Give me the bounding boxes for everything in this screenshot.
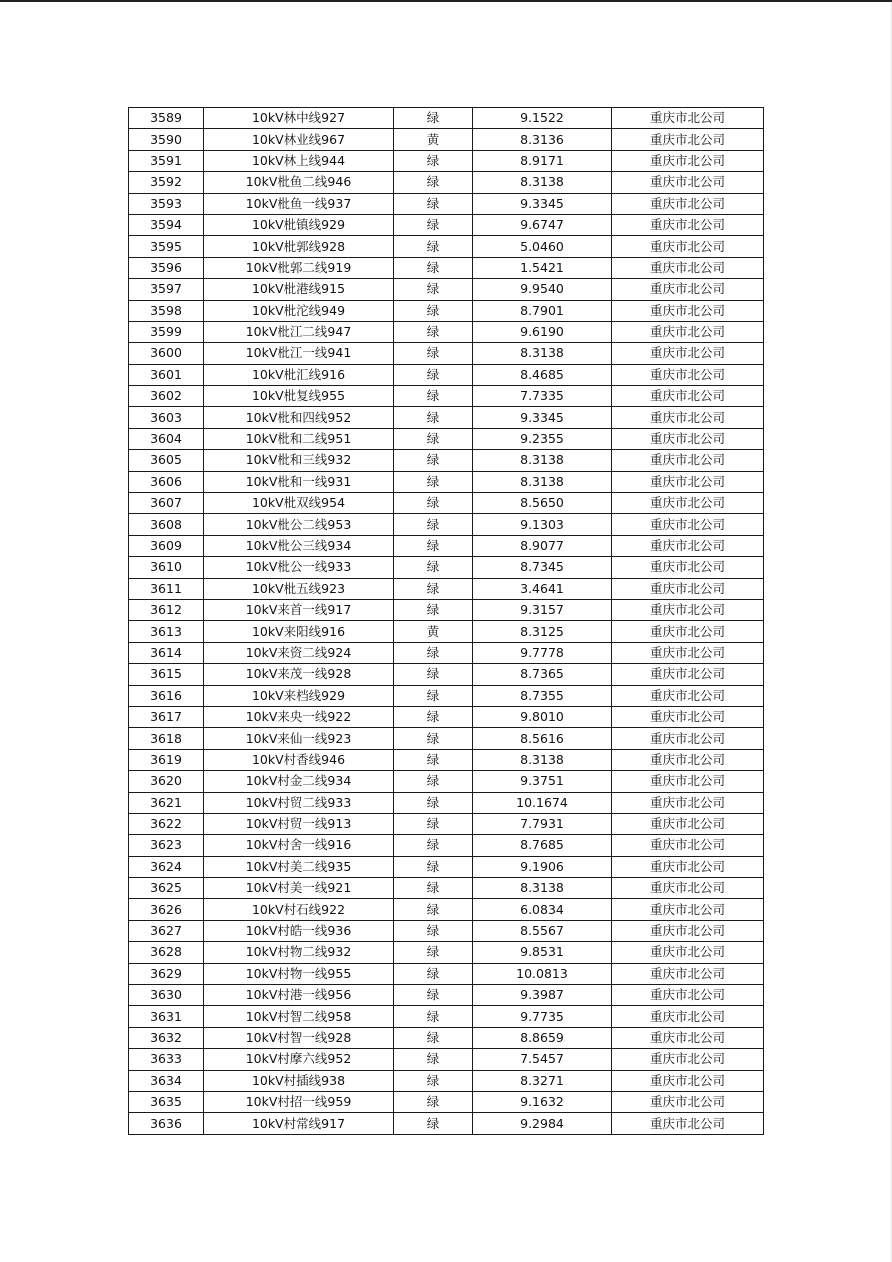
value-cell: 8.3138	[473, 878, 612, 899]
value-cell: 9.1522	[473, 108, 612, 129]
line-name-cell: 10kV村石线922	[204, 899, 394, 920]
line-name-cell: 10kV枇和一线931	[204, 471, 394, 492]
table-row	[129, 343, 764, 364]
line-name-cell: 10kV来仙一线923	[204, 728, 394, 749]
table-row	[129, 920, 764, 941]
company-cell: 重庆市北公司	[612, 535, 764, 556]
row-id-cell: 3627	[129, 920, 204, 941]
line-name-cell: 10kV来央一线922	[204, 706, 394, 727]
table-row	[129, 599, 764, 620]
row-id-cell: 3606	[129, 471, 204, 492]
row-id-cell: 3633	[129, 1049, 204, 1070]
status-cell: 绿	[394, 985, 473, 1006]
table-row	[129, 557, 764, 578]
line-name-cell: 10kV村摩六线952	[204, 1049, 394, 1070]
row-id-cell: 3603	[129, 407, 204, 428]
company-cell: 重庆市北公司	[612, 214, 764, 235]
row-id-cell: 3610	[129, 557, 204, 578]
company-cell: 重庆市北公司	[612, 236, 764, 257]
row-id-cell: 3619	[129, 749, 204, 770]
status-cell: 绿	[394, 386, 473, 407]
value-cell: 9.6747	[473, 214, 612, 235]
row-id-cell: 3629	[129, 963, 204, 984]
company-cell: 重庆市北公司	[612, 193, 764, 214]
row-id-cell: 3628	[129, 942, 204, 963]
value-cell: 8.3125	[473, 621, 612, 642]
table-row	[129, 535, 764, 556]
company-cell: 重庆市北公司	[612, 899, 764, 920]
company-cell: 重庆市北公司	[612, 749, 764, 770]
line-name-cell: 10kV枇江二线947	[204, 321, 394, 342]
table-row	[129, 257, 764, 278]
row-id-cell: 3590	[129, 129, 204, 150]
company-cell: 重庆市北公司	[612, 300, 764, 321]
row-id-cell: 3592	[129, 172, 204, 193]
row-id-cell: 3611	[129, 578, 204, 599]
company-cell: 重庆市北公司	[612, 920, 764, 941]
status-cell: 绿	[394, 471, 473, 492]
line-name-cell: 10kV村物一线955	[204, 963, 394, 984]
table-row	[129, 471, 764, 492]
line-name-cell: 10kV来茂一线928	[204, 664, 394, 685]
company-cell: 重庆市北公司	[612, 728, 764, 749]
value-cell: 8.7365	[473, 664, 612, 685]
value-cell: 9.2984	[473, 1113, 612, 1134]
line-name-cell: 10kV枇复线955	[204, 386, 394, 407]
line-name-cell: 10kV枇和四线952	[204, 407, 394, 428]
table-row	[129, 193, 764, 214]
status-cell: 绿	[394, 493, 473, 514]
row-id-cell: 3608	[129, 514, 204, 535]
table-row	[129, 749, 764, 770]
status-cell: 绿	[394, 364, 473, 385]
row-id-cell: 3591	[129, 150, 204, 171]
value-cell: 7.5457	[473, 1049, 612, 1070]
status-cell: 绿	[394, 963, 473, 984]
company-cell: 重庆市北公司	[612, 664, 764, 685]
value-cell: 9.3751	[473, 771, 612, 792]
company-cell: 重庆市北公司	[612, 428, 764, 449]
line-name-cell: 10kV村港一线956	[204, 985, 394, 1006]
line-name-cell: 10kV来档线929	[204, 685, 394, 706]
value-cell: 9.2355	[473, 428, 612, 449]
line-name-cell: 10kV村贸二线933	[204, 792, 394, 813]
line-name-cell: 10kV枇公三线934	[204, 535, 394, 556]
row-id-cell: 3622	[129, 813, 204, 834]
status-cell: 绿	[394, 108, 473, 129]
table-row	[129, 813, 764, 834]
company-cell: 重庆市北公司	[612, 1113, 764, 1134]
company-cell: 重庆市北公司	[612, 343, 764, 364]
line-name-cell: 10kV村贸一线913	[204, 813, 394, 834]
row-id-cell: 3616	[129, 685, 204, 706]
status-cell: 绿	[394, 685, 473, 706]
line-name-cell: 10kV枇五线923	[204, 578, 394, 599]
status-cell: 绿	[394, 1049, 473, 1070]
value-cell: 9.8010	[473, 706, 612, 727]
status-cell: 绿	[394, 749, 473, 770]
company-cell: 重庆市北公司	[612, 279, 764, 300]
company-cell: 重庆市北公司	[612, 172, 764, 193]
row-id-cell: 3626	[129, 899, 204, 920]
table-row	[129, 792, 764, 813]
line-name-cell: 10kV林业线967	[204, 129, 394, 150]
status-cell: 绿	[394, 557, 473, 578]
value-cell: 9.1906	[473, 856, 612, 877]
company-cell: 重庆市北公司	[612, 1027, 764, 1048]
company-cell: 重庆市北公司	[612, 514, 764, 535]
company-cell: 重庆市北公司	[612, 621, 764, 642]
value-cell: 9.6190	[473, 321, 612, 342]
row-id-cell: 3623	[129, 835, 204, 856]
value-cell: 8.9077	[473, 535, 612, 556]
row-id-cell: 3612	[129, 599, 204, 620]
row-id-cell: 3602	[129, 386, 204, 407]
value-cell: 9.1303	[473, 514, 612, 535]
status-cell: 绿	[394, 878, 473, 899]
line-name-cell: 10kV枇江一线941	[204, 343, 394, 364]
row-id-cell: 3618	[129, 728, 204, 749]
company-cell: 重庆市北公司	[612, 407, 764, 428]
value-cell: 9.3157	[473, 599, 612, 620]
company-cell: 重庆市北公司	[612, 706, 764, 727]
status-cell: 绿	[394, 343, 473, 364]
row-id-cell: 3589	[129, 108, 204, 129]
table-row	[129, 578, 764, 599]
row-id-cell: 3596	[129, 257, 204, 278]
company-cell: 重庆市北公司	[612, 129, 764, 150]
value-cell: 9.3345	[473, 193, 612, 214]
value-cell: 8.3138	[473, 172, 612, 193]
table-row	[129, 728, 764, 749]
table-row	[129, 364, 764, 385]
table-row	[129, 621, 764, 642]
company-cell: 重庆市北公司	[612, 792, 764, 813]
company-cell: 重庆市北公司	[612, 985, 764, 1006]
line-name-cell: 10kV村常线917	[204, 1113, 394, 1134]
value-cell: 6.0834	[473, 899, 612, 920]
value-cell: 10.0813	[473, 963, 612, 984]
row-id-cell: 3594	[129, 214, 204, 235]
feeder-line-table	[128, 107, 764, 1135]
line-name-cell: 10kV来首一线917	[204, 599, 394, 620]
status-cell: 绿	[394, 664, 473, 685]
status-cell: 黄	[394, 129, 473, 150]
table-row	[129, 1027, 764, 1048]
line-name-cell: 10kV枇沱线949	[204, 300, 394, 321]
value-cell: 8.9171	[473, 150, 612, 171]
row-id-cell: 3634	[129, 1070, 204, 1091]
status-cell: 绿	[394, 706, 473, 727]
status-cell: 绿	[394, 1027, 473, 1048]
line-name-cell: 10kV村插线938	[204, 1070, 394, 1091]
row-id-cell: 3598	[129, 300, 204, 321]
value-cell: 8.5567	[473, 920, 612, 941]
table-row	[129, 963, 764, 984]
value-cell: 8.3138	[473, 343, 612, 364]
status-cell: 绿	[394, 920, 473, 941]
status-cell: 绿	[394, 1091, 473, 1112]
table-row	[129, 1006, 764, 1027]
status-cell: 绿	[394, 279, 473, 300]
row-id-cell: 3607	[129, 493, 204, 514]
row-id-cell: 3615	[129, 664, 204, 685]
status-cell: 绿	[394, 642, 473, 663]
company-cell: 重庆市北公司	[612, 471, 764, 492]
line-name-cell: 10kV村金二线934	[204, 771, 394, 792]
table-row	[129, 942, 764, 963]
row-id-cell: 3595	[129, 236, 204, 257]
value-cell: 8.5616	[473, 728, 612, 749]
status-cell: 绿	[394, 813, 473, 834]
status-cell: 绿	[394, 172, 473, 193]
row-id-cell: 3609	[129, 535, 204, 556]
table-row	[129, 129, 764, 150]
line-name-cell: 10kV村美一线921	[204, 878, 394, 899]
row-id-cell: 3617	[129, 706, 204, 727]
line-name-cell: 10kV村招一线959	[204, 1091, 394, 1112]
value-cell: 8.4685	[473, 364, 612, 385]
table-row	[129, 450, 764, 471]
page-top-rule	[0, 0, 892, 2]
company-cell: 重庆市北公司	[612, 813, 764, 834]
value-cell: 9.1632	[473, 1091, 612, 1112]
table-row	[129, 514, 764, 535]
value-cell: 8.8659	[473, 1027, 612, 1048]
line-name-cell: 10kV枇港线915	[204, 279, 394, 300]
row-id-cell: 3630	[129, 985, 204, 1006]
table-row	[129, 214, 764, 235]
status-cell: 绿	[394, 1113, 473, 1134]
row-id-cell: 3605	[129, 450, 204, 471]
line-name-cell: 10kV枇鱼二线946	[204, 172, 394, 193]
table-row	[129, 685, 764, 706]
company-cell: 重庆市北公司	[612, 150, 764, 171]
table-row	[129, 664, 764, 685]
line-name-cell: 10kV村智一线928	[204, 1027, 394, 1048]
table-row	[129, 279, 764, 300]
table-row	[129, 321, 764, 342]
company-cell: 重庆市北公司	[612, 942, 764, 963]
status-cell: 绿	[394, 1006, 473, 1027]
table-row	[129, 493, 764, 514]
line-name-cell: 10kV枇鱼一线937	[204, 193, 394, 214]
line-name-cell: 10kV林上线944	[204, 150, 394, 171]
line-name-cell: 10kV枇郭二线919	[204, 257, 394, 278]
company-cell: 重庆市北公司	[612, 1070, 764, 1091]
row-id-cell: 3624	[129, 856, 204, 877]
value-cell: 7.7335	[473, 386, 612, 407]
table-row	[129, 1091, 764, 1112]
status-cell: 绿	[394, 193, 473, 214]
company-cell: 重庆市北公司	[612, 557, 764, 578]
value-cell: 8.3138	[473, 471, 612, 492]
status-cell: 绿	[394, 407, 473, 428]
table-row	[129, 172, 764, 193]
status-cell: 绿	[394, 214, 473, 235]
status-cell: 绿	[394, 792, 473, 813]
row-id-cell: 3599	[129, 321, 204, 342]
table-row	[129, 899, 764, 920]
value-cell: 8.7345	[473, 557, 612, 578]
status-cell: 绿	[394, 514, 473, 535]
row-id-cell: 3601	[129, 364, 204, 385]
value-cell: 7.7931	[473, 813, 612, 834]
row-id-cell: 3631	[129, 1006, 204, 1027]
table-row	[129, 771, 764, 792]
company-cell: 重庆市北公司	[612, 878, 764, 899]
company-cell: 重庆市北公司	[612, 685, 764, 706]
line-name-cell: 10kV枇汇线916	[204, 364, 394, 385]
row-id-cell: 3625	[129, 878, 204, 899]
table-row	[129, 150, 764, 171]
line-name-cell: 10kV村物二线932	[204, 942, 394, 963]
value-cell: 8.3138	[473, 450, 612, 471]
table-body	[129, 108, 764, 1135]
value-cell: 9.7778	[473, 642, 612, 663]
line-name-cell: 10kV枇和二线951	[204, 428, 394, 449]
company-cell: 重庆市北公司	[612, 321, 764, 342]
table-row	[129, 1113, 764, 1134]
table-row	[129, 1070, 764, 1091]
company-cell: 重庆市北公司	[612, 856, 764, 877]
company-cell: 重庆市北公司	[612, 578, 764, 599]
value-cell: 5.0460	[473, 236, 612, 257]
value-cell: 8.3138	[473, 749, 612, 770]
line-name-cell: 10kV枇公二线953	[204, 514, 394, 535]
company-cell: 重庆市北公司	[612, 1091, 764, 1112]
row-id-cell: 3632	[129, 1027, 204, 1048]
company-cell: 重庆市北公司	[612, 364, 764, 385]
company-cell: 重庆市北公司	[612, 108, 764, 129]
status-cell: 绿	[394, 942, 473, 963]
status-cell: 绿	[394, 257, 473, 278]
company-cell: 重庆市北公司	[612, 386, 764, 407]
line-name-cell: 10kV村香线946	[204, 749, 394, 770]
value-cell: 8.5650	[473, 493, 612, 514]
status-cell: 绿	[394, 856, 473, 877]
company-cell: 重庆市北公司	[612, 599, 764, 620]
line-name-cell: 10kV枇公一线933	[204, 557, 394, 578]
row-id-cell: 3613	[129, 621, 204, 642]
table-row	[129, 835, 764, 856]
table-row	[129, 407, 764, 428]
value-cell: 9.3345	[473, 407, 612, 428]
company-cell: 重庆市北公司	[612, 1049, 764, 1070]
status-cell: 绿	[394, 450, 473, 471]
status-cell: 绿	[394, 150, 473, 171]
value-cell: 8.3136	[473, 129, 612, 150]
value-cell: 8.3271	[473, 1070, 612, 1091]
table-row	[129, 428, 764, 449]
value-cell: 9.7735	[473, 1006, 612, 1027]
value-cell: 8.7901	[473, 300, 612, 321]
status-cell: 绿	[394, 428, 473, 449]
table-row	[129, 1049, 764, 1070]
value-cell: 1.5421	[473, 257, 612, 278]
status-cell: 黄	[394, 621, 473, 642]
line-name-cell: 10kV枇和三线932	[204, 450, 394, 471]
row-id-cell: 3621	[129, 792, 204, 813]
company-cell: 重庆市北公司	[612, 642, 764, 663]
table-row	[129, 985, 764, 1006]
table-row	[129, 878, 764, 899]
value-cell: 9.8531	[473, 942, 612, 963]
company-cell: 重庆市北公司	[612, 1006, 764, 1027]
table-row	[129, 642, 764, 663]
value-cell: 8.7355	[473, 685, 612, 706]
line-name-cell: 10kV枇镇线929	[204, 214, 394, 235]
row-id-cell: 3636	[129, 1113, 204, 1134]
line-name-cell: 10kV来阳线916	[204, 621, 394, 642]
line-name-cell: 10kV村皓一线936	[204, 920, 394, 941]
value-cell: 8.7685	[473, 835, 612, 856]
value-cell: 9.3987	[473, 985, 612, 1006]
row-id-cell: 3600	[129, 343, 204, 364]
table-row	[129, 108, 764, 129]
row-id-cell: 3597	[129, 279, 204, 300]
row-id-cell: 3635	[129, 1091, 204, 1112]
status-cell: 绿	[394, 236, 473, 257]
company-cell: 重庆市北公司	[612, 963, 764, 984]
line-name-cell: 10kV枇双线954	[204, 493, 394, 514]
line-name-cell: 10kV枇郭线928	[204, 236, 394, 257]
table-row	[129, 856, 764, 877]
row-id-cell: 3593	[129, 193, 204, 214]
status-cell: 绿	[394, 771, 473, 792]
value-cell: 9.9540	[473, 279, 612, 300]
line-name-cell: 10kV村智二线958	[204, 1006, 394, 1027]
line-name-cell: 10kV林中线927	[204, 108, 394, 129]
table-row	[129, 386, 764, 407]
table-row	[129, 706, 764, 727]
row-id-cell: 3614	[129, 642, 204, 663]
status-cell: 绿	[394, 835, 473, 856]
status-cell: 绿	[394, 300, 473, 321]
line-name-cell: 10kV村美二线935	[204, 856, 394, 877]
row-id-cell: 3620	[129, 771, 204, 792]
value-cell: 10.1674	[473, 792, 612, 813]
table-row	[129, 300, 764, 321]
line-name-cell: 10kV村舍一线916	[204, 835, 394, 856]
status-cell: 绿	[394, 1070, 473, 1091]
table-row	[129, 236, 764, 257]
line-name-cell: 10kV来资二线924	[204, 642, 394, 663]
company-cell: 重庆市北公司	[612, 450, 764, 471]
row-id-cell: 3604	[129, 428, 204, 449]
status-cell: 绿	[394, 535, 473, 556]
status-cell: 绿	[394, 578, 473, 599]
status-cell: 绿	[394, 899, 473, 920]
company-cell: 重庆市北公司	[612, 493, 764, 514]
status-cell: 绿	[394, 728, 473, 749]
company-cell: 重庆市北公司	[612, 835, 764, 856]
status-cell: 绿	[394, 599, 473, 620]
value-cell: 3.4641	[473, 578, 612, 599]
company-cell: 重庆市北公司	[612, 257, 764, 278]
status-cell: 绿	[394, 321, 473, 342]
company-cell: 重庆市北公司	[612, 771, 764, 792]
